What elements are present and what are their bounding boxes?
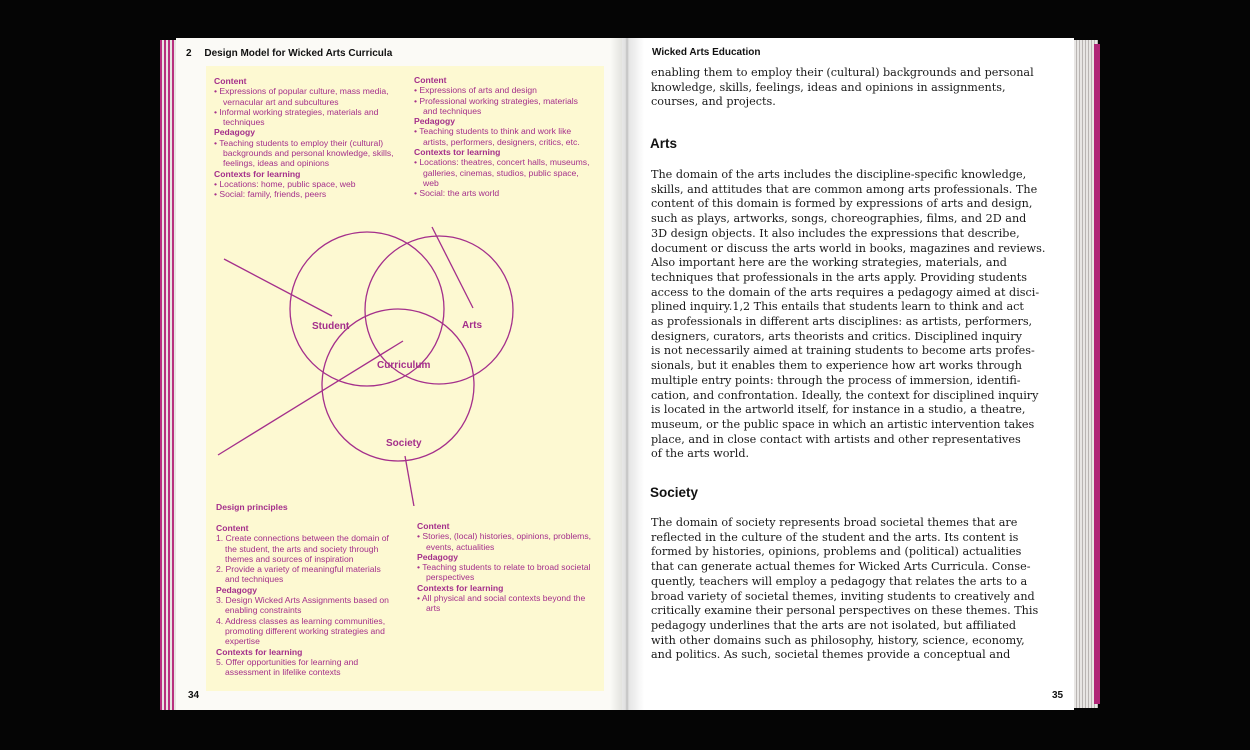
dp-content-item: 2. Provide a variety of meaningful materials and techniques (216, 564, 381, 585)
dp-pedagogy-heading: Pedagogy (216, 584, 258, 595)
society-section-heading: Society (650, 485, 699, 500)
dp-content-heading: Content (216, 523, 249, 533)
student-pedagogy-item: • Teaching students to employ their (cultural) backgrounds and personal knowledge, skills, feelings, ideas and opinions (214, 137, 394, 169)
society-paragraph: The domain of society represents broad societal themes that are reflected in the culture of the student and the arts. Its content is formed by histories, opinions, problems and (political) actualities that can generate actual themes for Wicked Arts Curricula. Conse- quently, teachers will employ a pedagogy that relates the arts to a broad variety of societal themes, inviting students to creatively and critically examine their personal perspectives on these themes. This pedagogy underlines that the arts are not isolated, but affiliated with other domains such as philosophy, history, science, economy, and politics. As such, societal themes provide a conceptual and (651, 516, 1039, 662)
left-page (176, 38, 622, 710)
dp-pedagogy-item: 3. Design Wicked Arts Assignments based on enabling constraints (216, 595, 389, 616)
arts-contexts-item: • Locations: theatres, concert halls, museums, galleries, cinemas, studios, public space, web (414, 157, 590, 188)
society-contexts-item: • All physical and social contexts beyond the arts (417, 593, 586, 614)
arts-pedagogy-heading: Pedagogy (414, 116, 456, 127)
dp-contexts-heading: Contexts for learning (216, 646, 303, 657)
student-contexts-heading: Contexts for learning (214, 168, 301, 179)
curriculum-connector-line (218, 341, 403, 455)
society-content-item: • Stories, (local) histories, opinions, problems, events, actualities (417, 531, 592, 552)
student-pedagogy-heading: Pedagogy (214, 127, 256, 138)
venn-label-arts: Arts (462, 320, 483, 331)
arts-section-heading: Arts (650, 136, 678, 151)
student-contexts-item: • Locations: home, public space, web (214, 178, 356, 189)
arts-connector-line (432, 227, 473, 308)
venn-label-curriculum: Curriculum (377, 360, 431, 371)
student-content-item: • Expressions of popular culture, mass media, vernacular art and subcultures (214, 86, 389, 107)
arts-paragraph: The domain of the arts includes the discipline-specific knowledge, skills, and attitudes that are common among arts professionals. The content of this domain is formed by expressions of arts and design, such as plays, artworks, songs, choreographies, films, and 2D and 3D design objects. It also includes the expressions that describe, document or discuss the arts world in books, magazines and reviews. Also important here are the working strategies, materials, and techniques that professionals in the arts apply. Providing students access to the domain of the arts requires a pedagogy aimed at disci- plined inquiry.1,2 This entails that students learn to think and act as professionals in different arts disciplines: as artists, performers, designers, curators, arts theorists and critics. Disciplined inquiry is not necessarily aimed at training students to become arts profes- sionals, but it enables them to experience how art works through multiple entry points: through the process of immersion, identifi- cation, and confrontation. Ideally, the context for disciplined inquiry is located in the artworld itself, for instance in a studio, a theatre, museum, or the public space in which an artistic intervention takes place, and in close contact with artists and other representatives of the arts world. (651, 168, 1046, 461)
student-content-heading: Content (214, 76, 247, 86)
society-content-heading: Content (417, 521, 450, 531)
intro-paragraph: enabling them to employ their (cultural) backgrounds and personal knowledge, skills, feelings, ideas and opinions in assignments, courses, and projects. (651, 66, 1034, 109)
venn-label-student: Student (312, 321, 350, 332)
society-domain-block (417, 521, 595, 614)
society-contexts-heading: Contexts for learning (417, 582, 504, 593)
design-principles-block (216, 523, 392, 677)
arts-content-item: • Professional working strategies, materials and techniques (414, 95, 578, 116)
arts-content-heading: Content (414, 75, 447, 85)
student-contexts-item: • Social: family, friends, peers (214, 189, 327, 200)
left-running-head-title: Design Model for Wicked Arts Curricula (204, 48, 393, 59)
design-model-diagram (206, 66, 604, 691)
arts-contexts-heading: Contexts tor learning (414, 147, 501, 158)
venn-label-society: Society (386, 438, 422, 449)
design-principles-title: Design principles (216, 502, 288, 512)
left-running-head (186, 48, 392, 59)
left-page-number: 34 (188, 690, 200, 701)
left-page-edges (160, 40, 176, 710)
right-running-head: Wicked Arts Education (652, 47, 761, 58)
society-connector-line (405, 456, 415, 506)
society-pedagogy-item: • Teaching students to relate to broad societal perspectives (417, 562, 591, 583)
right-page-number: 35 (1052, 690, 1064, 701)
dp-contexts-item: 5. Offer opportunities for learning and assessment in lifelike contexts (216, 656, 359, 678)
dp-pedagogy-item: 4. Address classes as learning communities, promoting different working strategies and expertise (216, 615, 386, 647)
right-page (622, 38, 1074, 710)
student-connector-line (224, 259, 332, 316)
chapter-number: 2 (186, 48, 192, 59)
society-pedagogy-heading: Pedagogy (417, 551, 459, 562)
right-cover-edge (1094, 44, 1100, 704)
arts-content-item: • Expressions of arts and design (414, 85, 537, 96)
dp-content-item: 1. Create connections between the domain of the student, the arts and society through themes and sources of inspiration (216, 533, 389, 564)
arts-pedagogy-item: • Teaching students to think and work like artists, performers, designers, critics, etc. (414, 126, 580, 147)
arts-contexts-item: • Social: the arts world (414, 188, 500, 199)
student-content-item: • Informal working strategies, materials and techniques (214, 106, 379, 128)
